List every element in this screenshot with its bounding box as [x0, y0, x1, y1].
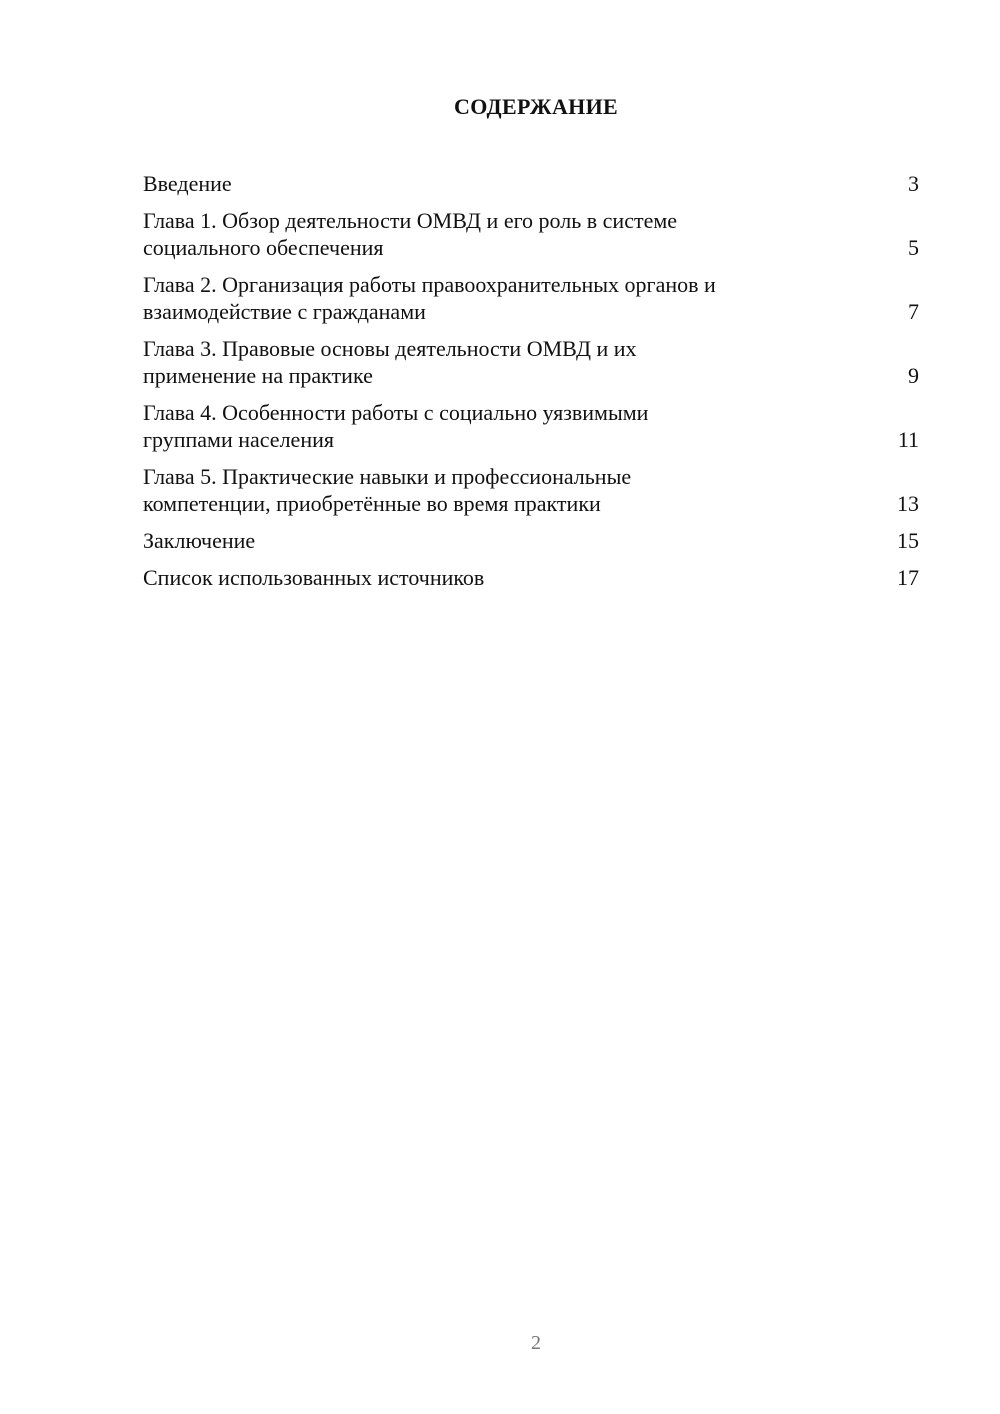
toc-entry-title-line: группами населения [143, 427, 334, 452]
toc-entry-title-line: Список использованных источников [143, 565, 485, 590]
toc-entry-title-line: социального обеспечения [143, 235, 384, 260]
toc-entry-conclusion [143, 527, 919, 554]
toc-entry-title-line: компетенции, приобретённые во время практики [143, 491, 601, 516]
toc-entry-title [143, 170, 825, 197]
toc-entry-page-number: 3 [908, 171, 919, 196]
toc-entry-page-number: 9 [908, 363, 919, 388]
toc-entry-title-line: взаимодействие с гражданами [143, 299, 426, 324]
table-of-contents [143, 170, 919, 601]
toc-entry-page-number: 7 [908, 299, 919, 324]
toc-entry-title [143, 207, 825, 261]
toc-entry-title-line: Глава 2. Организация работы правоохранительных органов и [143, 272, 716, 297]
toc-entry-title [143, 527, 825, 554]
toc-entry-title [143, 564, 825, 591]
toc-entry-chapter-2 [143, 271, 919, 325]
toc-entry-page-number: 13 [897, 491, 919, 516]
page-title: СОДЕРЖАНИЕ [454, 94, 618, 119]
toc-entry-title [143, 271, 825, 325]
toc-entry-chapter-4 [143, 399, 919, 453]
toc-entry-chapter-5 [143, 463, 919, 517]
toc-entry-title [143, 399, 825, 453]
toc-entry-page-number: 15 [897, 528, 919, 553]
toc-entry-title-line: Глава 3. Правовые основы деятельности ОМВД и их [143, 336, 637, 361]
toc-entry-title-line: Глава 5. Практические навыки и профессиональные [143, 464, 632, 489]
toc-entry-page-number: 11 [897, 427, 919, 452]
toc-entry-page-number: 5 [908, 235, 919, 260]
toc-entry-references [143, 564, 919, 591]
toc-entry-title-line: Введение [143, 171, 232, 196]
toc-entry-chapter-3 [143, 335, 919, 389]
toc-entry-chapter-1 [143, 207, 919, 261]
toc-entry-title [143, 463, 825, 517]
toc-entry-title [143, 335, 825, 389]
toc-entry-page-number: 17 [897, 565, 919, 590]
toc-entry-title-line: Глава 4. Особенности работы с социально уязвимыми [143, 400, 649, 425]
toc-entry-introduction [143, 170, 919, 197]
toc-entry-title-line: применение на практике [143, 363, 373, 388]
toc-entry-title-line: Глава 1. Обзор деятельности ОМВД и его роль в системе [143, 208, 678, 233]
toc-entry-title-line: Заключение [143, 528, 256, 553]
page-number: 2 [531, 1332, 541, 1354]
